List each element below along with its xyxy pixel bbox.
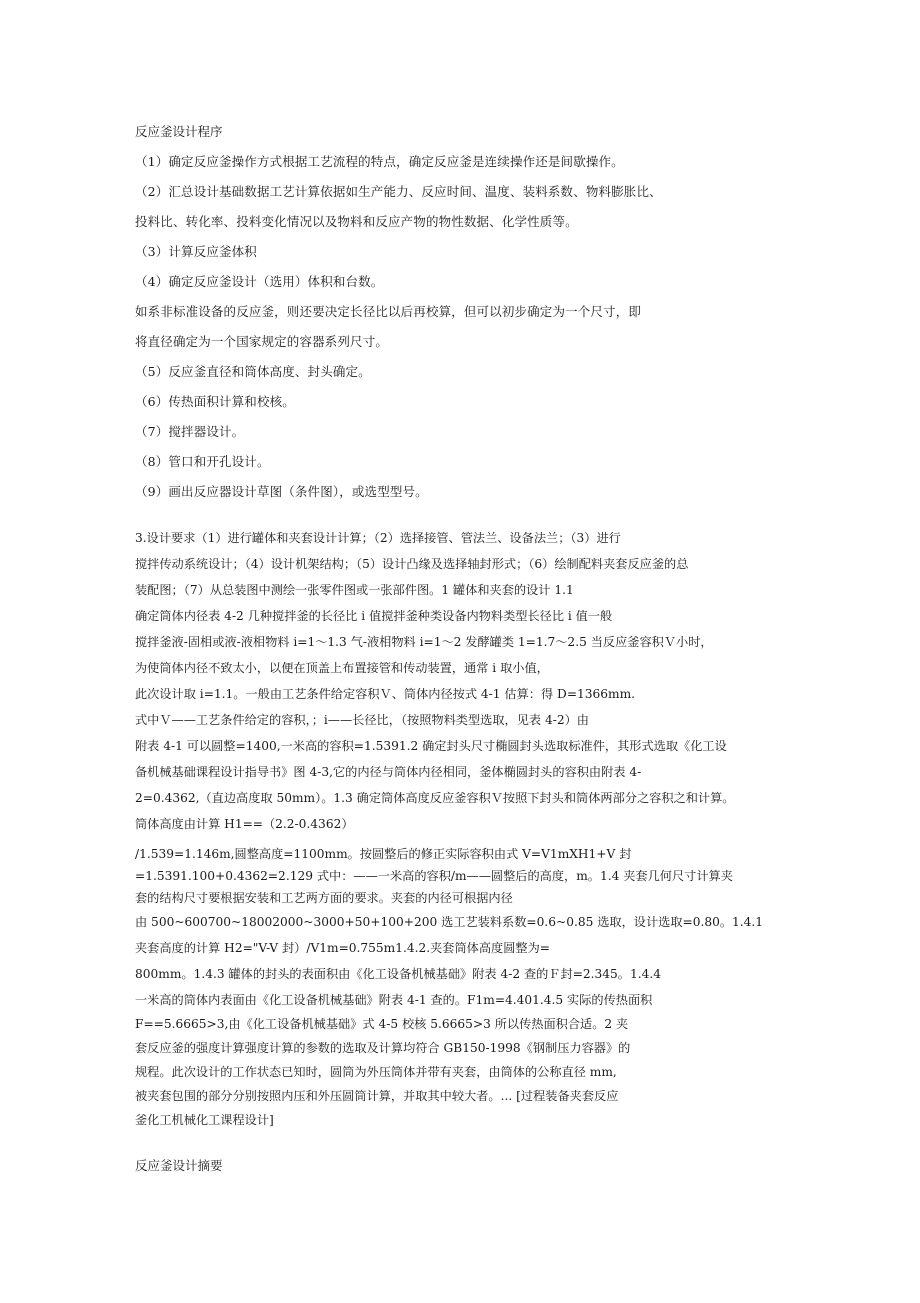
body-line: 装配图；（7）从总装图中测绘一张零件图或一张部件图。1 罐体和夹套的设计 1.1 — [135, 583, 574, 597]
step-3: （3）计算反应釜体积 — [135, 244, 257, 259]
body-line: /1.539=1.146m,圆整高度=1100mm。按圆整后的修正实际容积由式 V=V1mXH1+V 封 — [135, 847, 632, 861]
step-4-note-cont: 将直径确定为一个国家规定的容器系列尺寸。 — [135, 334, 389, 349]
body-line: 夹套高度的计算 H2="V-V 封）/V1m=0.755m1.4.2.夹套筒体高度圆整为= — [135, 941, 551, 955]
step-2: （2）汇总设计基础数据工艺计算依据如生产能力、反应时间、温度、装料系数、物料膨胀比、 — [135, 184, 662, 199]
body-line: 一米高的筒体内表面由《化工设备机械基础》附表 4-1 查的。F1m=4.401.4.5 实际的传热面积 — [135, 993, 653, 1007]
step-9: （9）画出反应器设计草图（条件图），或选型型号。 — [135, 484, 428, 499]
body-line: =1.5391.100+0.4362=2.129 式中：——一米高的容积/m——圆整后的高度，m。1.4 夹套几何尺寸计算夹 — [135, 869, 733, 883]
body-line: 釜化工机械化工课程设计] — [135, 1113, 274, 1127]
section-title: 反应釜设计程序 — [135, 124, 223, 139]
step-2-cont: 投料比、转化率、投料变化情况以及物料和反应产物的物性数据、化学性质等。 — [135, 214, 578, 229]
body-line: 为使筒体内径不致太小，以便在顶盖上布置接管和传动装置，通常 i 取小值， — [135, 661, 549, 675]
body-line: 3.设计要求（1）进行罐体和夹套设计计算；（2）选择接管、管法兰、设备法兰；（3）进行 — [135, 531, 621, 545]
step-7: （7）搅拌器设计。 — [135, 424, 245, 439]
body-line: 套的结构尺寸要根据安装和工艺两方面的要求。夹套的内径可根据内径 — [135, 891, 513, 905]
body-line: 确定筒体内径表 4-2 几种搅拌釜的长径比 i 值搅拌釜种类设备内物料类型长径比 i 值一般 — [135, 609, 613, 623]
step-5: （5）反应釜直径和筒体高度、封头确定。 — [135, 364, 371, 379]
step-1: （1）确定反应釜操作方式根据工艺流程的特点，确定反应釜是连续操作还是间歇操作。 — [135, 154, 624, 169]
body-line: 附表 4-1 可以圆整=1400,一米高的容积=1.5391.2 确定封头尺寸椭圆封头选取标准件，其形式选取《化工设 — [135, 739, 727, 753]
body-line: 此次设计取 i=1.1。一般由工艺条件给定容积Ｖ、筒体内径按式 4-1 估算：得 D=1366mm. — [135, 687, 636, 701]
body-line: 式中Ｖ——工艺条件给定的容积，；i——长径比，（按照物料类型选取，见表 4-2）由 — [135, 713, 589, 727]
body-line: 2=0.4362,（直边高度取 50mm）。1.3 确定筒体高度反应釜容积Ｖ按照下封头和筒体两部分之容积之和计算。 — [135, 791, 735, 805]
body-line: 被夹套包围的部分分别按照内压和外压圆筒计算，并取其中较大者。... [过程装备夹套反应 — [135, 1089, 619, 1103]
body-line: 备机械基础课程设计指导书》图 4-3,它的内径与筒体内径相同，釜体椭圆封头的容积由附表 4- — [135, 765, 642, 779]
body-line: 筒体高度由计算 H1==（2.2-0.4362） — [135, 817, 354, 831]
step-4: （4）确定反应釜设计（选用）体积和台数。 — [135, 274, 384, 289]
body-line: 规程。此次设计的工作状态已知时，圆筒为外压筒体并带有夹套，由筒体的公称直径 mm, — [135, 1065, 617, 1079]
body-line: 搅拌釜液-固相或液-液相物料 i=1〜1.3 气-液相物料 i=1〜2 发酵罐类 1=1.7〜2.5 当反应釜容积Ｖ小时， — [135, 635, 713, 649]
body-line: F==5.6665>3,由《化工设备机械基础》式 4-5 校核 5.6665>3 所以传热面积合适。2 夹 — [135, 1017, 629, 1031]
footer-title: 反应釜设计摘要 — [135, 1158, 223, 1173]
step-6: （6）传热面积计算和校核。 — [135, 394, 295, 409]
body-line: 套反应釜的强度计算强度计算的参数的选取及计算均符合 GB150-1998《钢制压力容器》的 — [135, 1041, 631, 1055]
body-line: 搅拌传动系统设计；（4）设计机架结构；（5）设计凸缘及选择轴封形式；（6）绘制配料夹套反应釜的总 — [135, 557, 689, 571]
step-4-note: 如系非标准设备的反应釜，则还要决定长径比以后再校算，但可以初步确定为一个尺寸，即 — [135, 304, 642, 319]
body-line: 800mm。1.4.3 罐体的封头的表面积由《化工设备机械基础》附表 4-2 查的Ｆ封=2.345。1.4.4 — [135, 967, 661, 981]
body-line: 由 500~600700~18002000~3000+50+100+200 选工艺装料系数=0.6~0.85 选取，设计选取=0.80。1.4.1 — [135, 915, 764, 929]
step-8: （8）管口和开孔设计。 — [135, 454, 270, 469]
